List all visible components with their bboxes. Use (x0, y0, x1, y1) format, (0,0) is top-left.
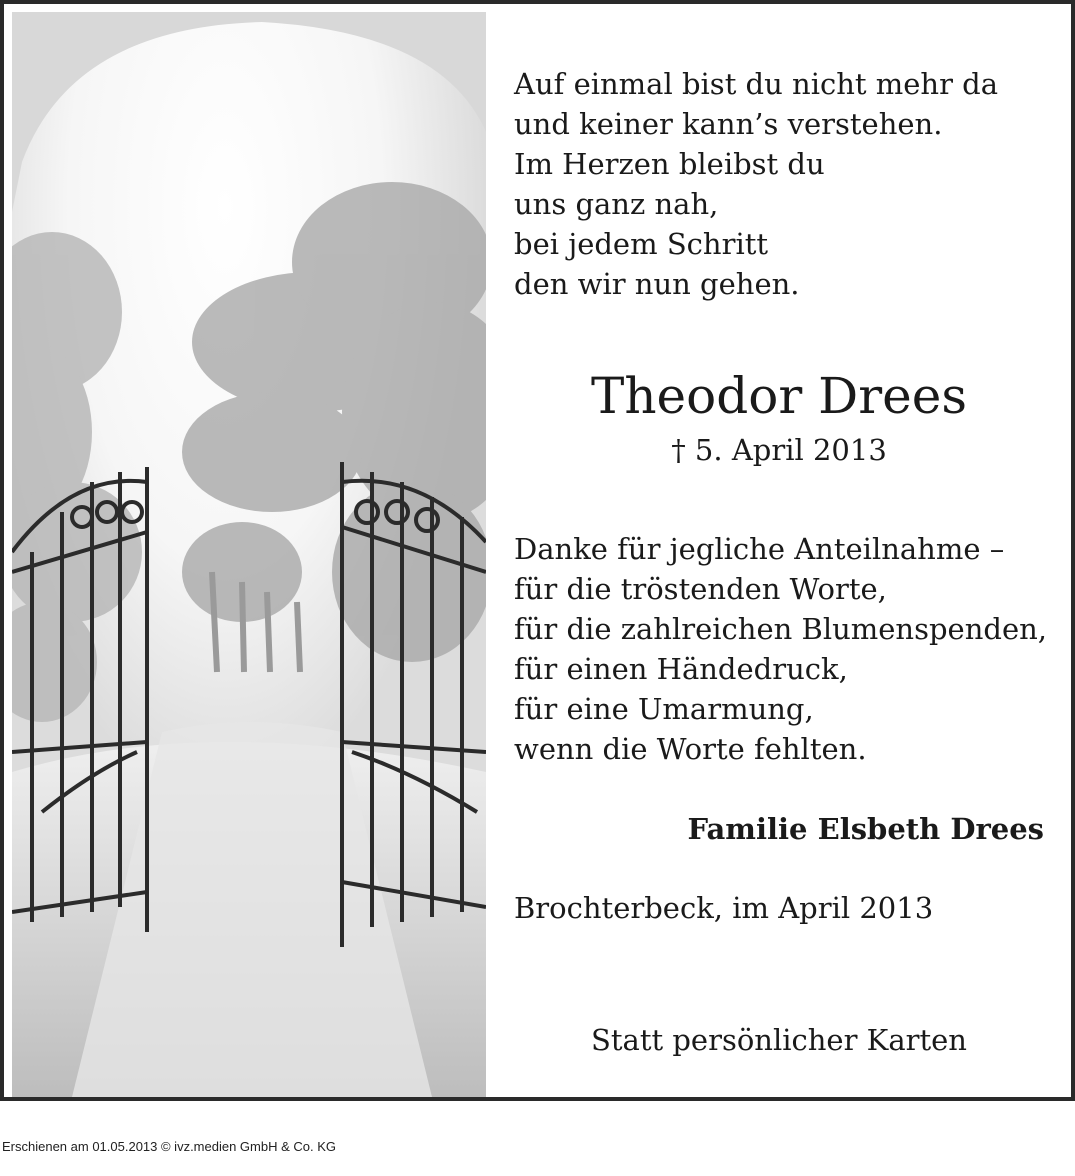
publication-footer: Erschienen am 01.05.2013 © ivz.medien GmbH & Co. KG (2, 1139, 337, 1154)
thanks-line: wenn die Worte fehlten. (514, 732, 867, 766)
poem-line: bei jedem Schritt (514, 227, 769, 261)
closing-note: Statt persönlicher Karten (591, 1023, 967, 1057)
thanks-text (514, 529, 1047, 769)
death-date: † 5. April 2013 (671, 433, 887, 467)
garden-gate-photo (12, 12, 486, 1097)
poem-line: den wir nun gehen. (514, 267, 800, 301)
poem-line: Auf einmal bist du nicht mehr da (514, 67, 999, 101)
poem-line: Im Herzen bleibst du (514, 147, 825, 181)
thanks-line: Danke für jegliche Anteilnahme – (514, 532, 1005, 566)
thanks-line: für die zahlreichen Blumenspenden, (514, 612, 1048, 646)
thanks-line: für einen Händedruck, (514, 652, 848, 686)
deceased-name: Theodor Drees (591, 367, 967, 425)
thanks-line: für die tröstenden Worte, (514, 572, 887, 606)
place-and-date: Brochterbeck, im April 2013 (514, 891, 934, 925)
poem-line: uns ganz nah, (514, 187, 719, 221)
poem (514, 64, 998, 304)
family-signature: Familie Elsbeth Drees (687, 812, 1044, 846)
thanks-line: für eine Umarmung, (514, 692, 814, 726)
poem-line: und keiner kann’s verstehen. (514, 107, 943, 141)
